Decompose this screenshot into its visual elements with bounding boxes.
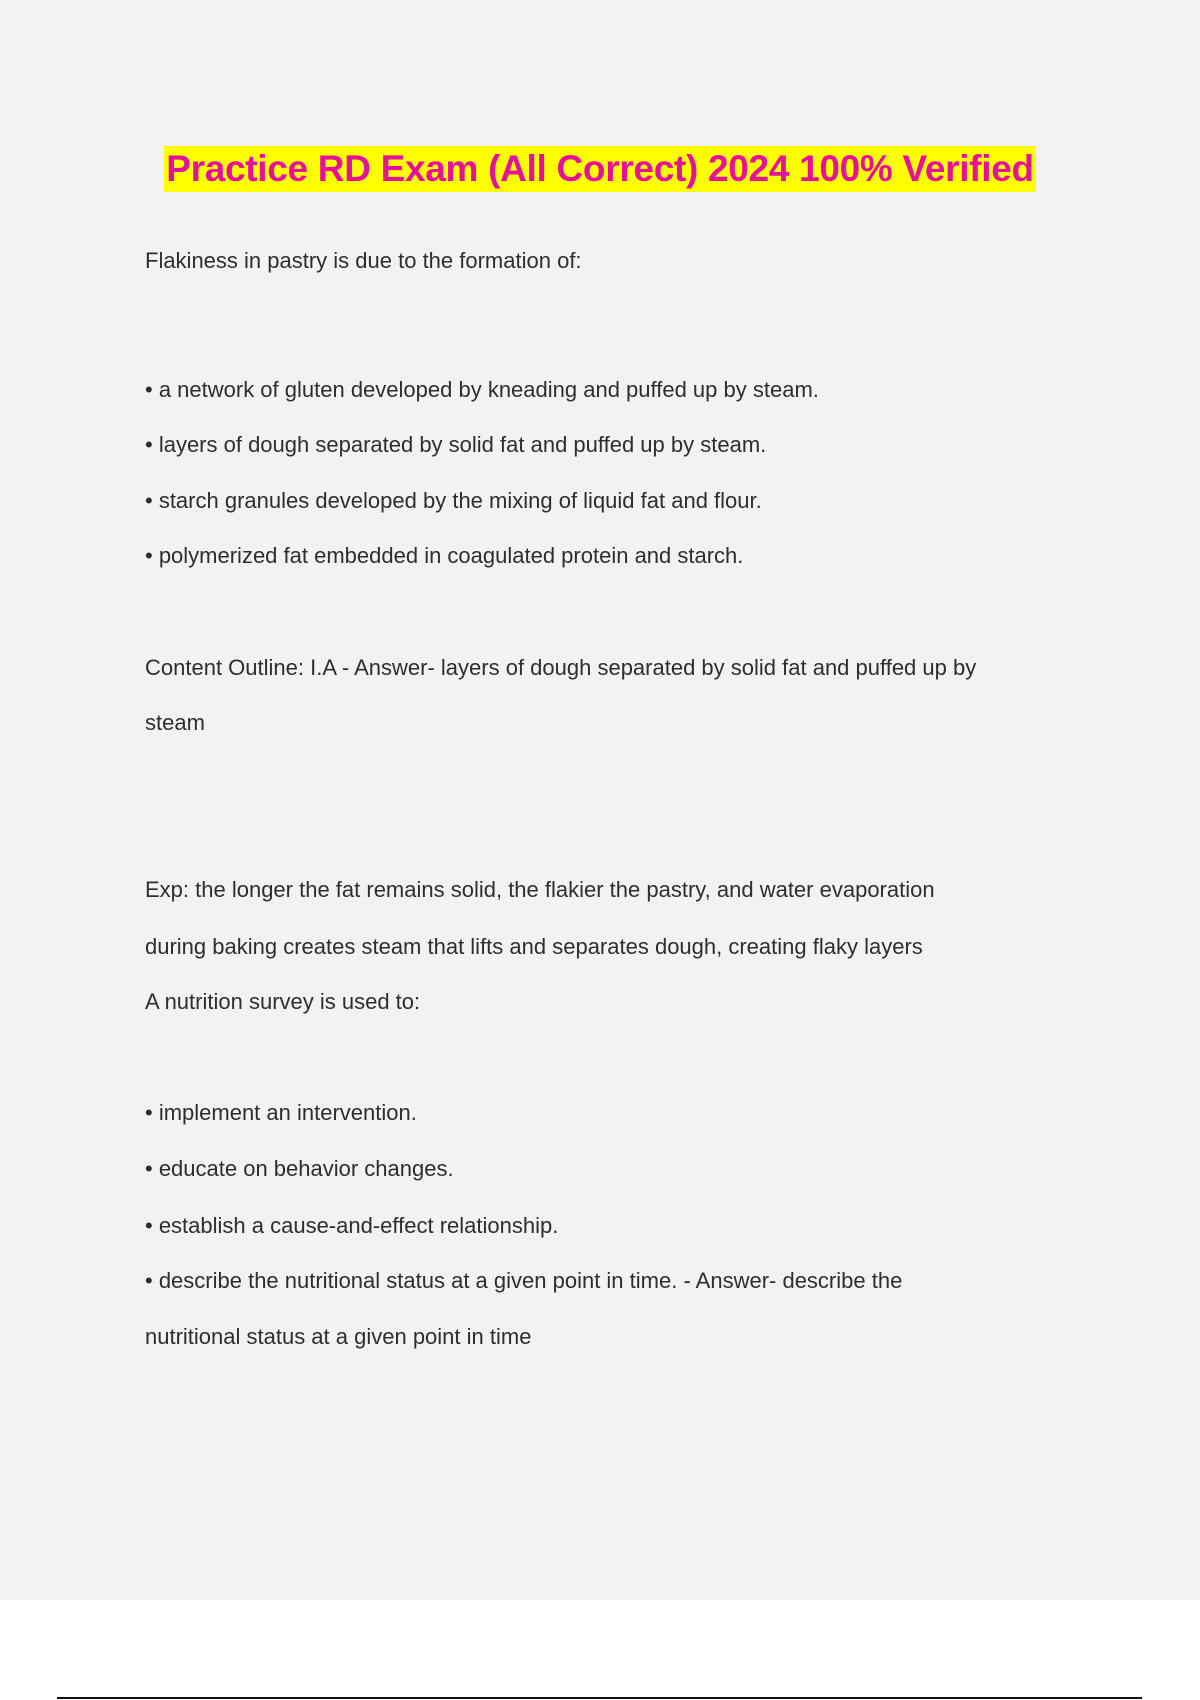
question-1-text: Flakiness in pastry is due to the formation of: <box>145 248 582 273</box>
question-1-option-d: • polymerized fat embedded in coagulated protein and starch. <box>145 543 744 568</box>
question-1-answer-line-2: steam <box>145 710 205 735</box>
question-2-option-c: • establish a cause-and-effect relationship. <box>145 1213 559 1238</box>
question-2-option-d: • describe the nutritional status at a given point in time. - Answer- describe the <box>145 1268 903 1293</box>
question-1-answer-line-1: Content Outline: I.A - Answer- layers of dough separated by solid fat and puffed up by <box>145 655 977 680</box>
question-2-option-b: • educate on behavior changes. <box>145 1156 454 1181</box>
footer-divider <box>57 1697 1142 1699</box>
question-1-explanation-line-2: during baking creates steam that lifts and separates dough, creating flaky layers <box>145 934 923 959</box>
title-container <box>0 146 1200 192</box>
question-2-option-a: • implement an intervention. <box>145 1100 417 1125</box>
question-1-explanation-line-1: Exp: the longer the fat remains solid, the flakier the pastry, and water evaporation <box>145 877 935 902</box>
question-1-option-b: • layers of dough separated by solid fat and puffed up by steam. <box>145 432 767 457</box>
document-title: Practice RD Exam (All Correct) 2024 100% Verified <box>164 146 1036 192</box>
question-2-answer-line-2: nutritional status at a given point in time <box>145 1324 532 1349</box>
question-2-text: A nutrition survey is used to: <box>145 989 421 1014</box>
question-1-option-a: • a network of gluten developed by kneading and puffed up by steam. <box>145 377 819 402</box>
question-1-option-c: • starch granules developed by the mixing of liquid fat and flour. <box>145 488 762 513</box>
